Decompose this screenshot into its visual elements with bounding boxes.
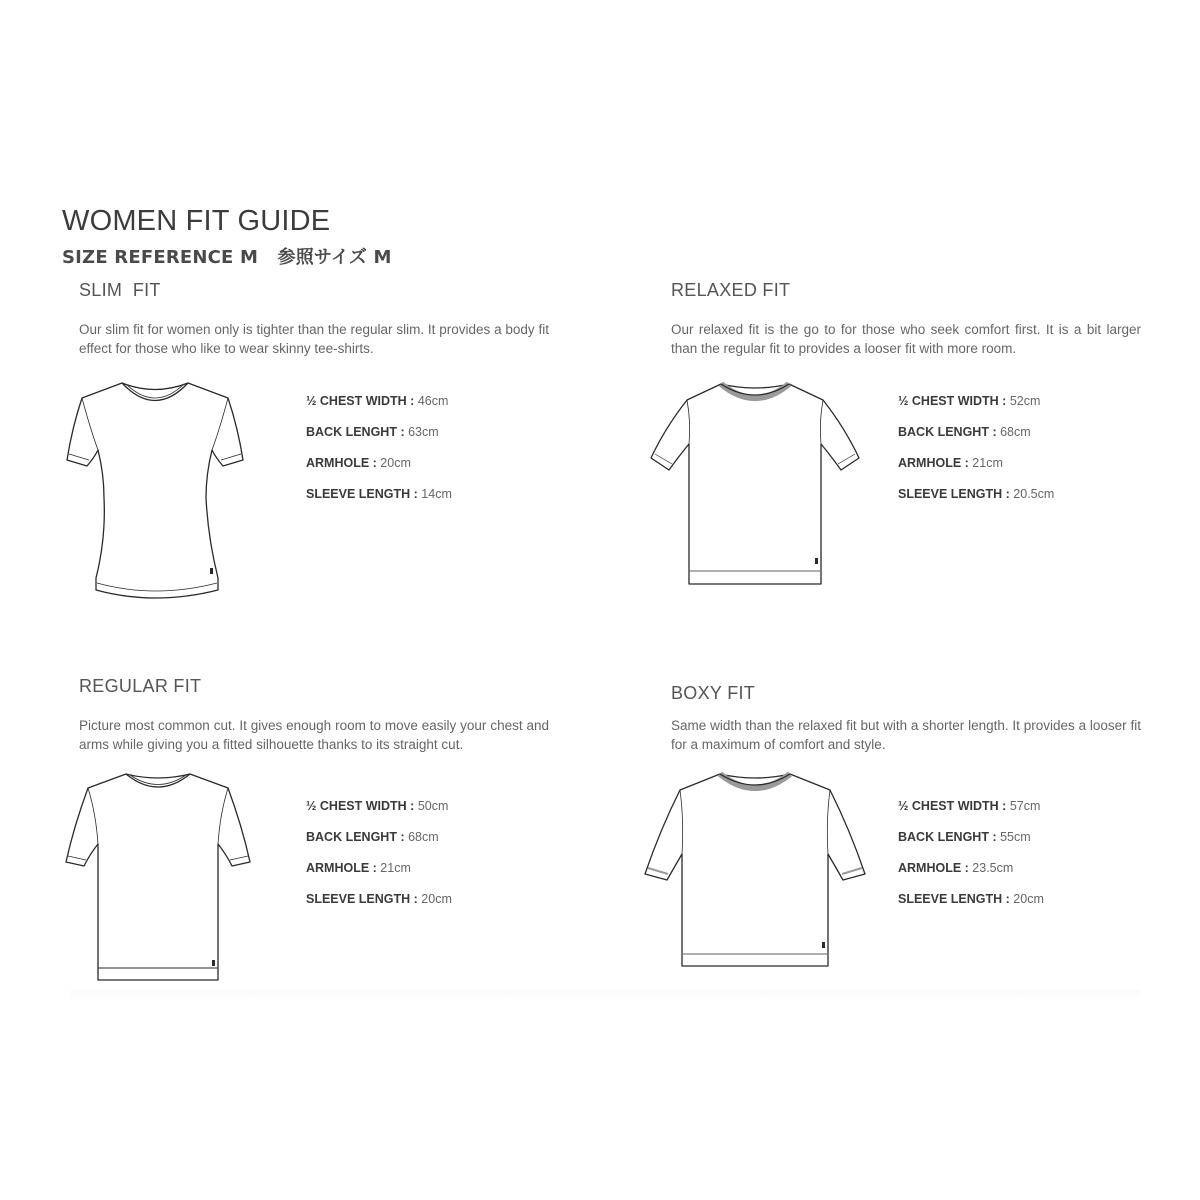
spec-label: SLEEVE LENGTH : [306, 892, 418, 906]
spec-label: ARMHOLE : [306, 861, 377, 875]
spec-back-length [898, 425, 1054, 456]
section-description: Our relaxed fit is the go to for those who seek comfort first. It is a bit larger than the regular fit to provides a looser fit with more room. [671, 322, 1141, 356]
spec-back-length [898, 830, 1044, 861]
spec-value: 52cm [1006, 394, 1041, 408]
spec-armhole [306, 456, 452, 487]
regular-fit-tshirt-icon [60, 770, 256, 988]
spec-value: 20.5cm [1009, 487, 1055, 501]
spec-label: ½ CHEST WIDTH : [898, 799, 1007, 813]
spec-sleeve-length [898, 892, 1044, 923]
spec-value: 21cm [376, 861, 411, 875]
spec-label: ARMHOLE : [898, 456, 969, 470]
spec-value: 20cm [1009, 892, 1044, 906]
boxy-fit-specs [898, 799, 1044, 923]
spec-label: BACK LENGHT : [306, 830, 405, 844]
spec-label: BACK LENGHT : [898, 425, 997, 439]
section-title: BOXY FIT [671, 683, 756, 703]
spec-sleeve-length [306, 487, 452, 518]
spec-armhole [306, 861, 452, 892]
page-subtitle: SIZE REFERENCE M 参照サイズ M [62, 247, 392, 268]
spec-label: SLEEVE LENGTH : [898, 892, 1010, 906]
section-description: Same width than the relaxed fit but with a shorter length. It provides a looser fit for a maximum of comfort and style. [671, 718, 1141, 752]
section-description: Picture most common cut. It gives enough room to move easily your chest and arms while giving you a fitted silhouette thanks to its straight cut. [79, 718, 549, 752]
spec-value: 57cm [1006, 799, 1041, 813]
spec-chest-width [898, 394, 1054, 425]
spec-value: 20cm [417, 892, 452, 906]
spec-value: 63cm [404, 425, 439, 439]
spec-value: 21cm [968, 456, 1003, 470]
spec-label: ARMHOLE : [898, 861, 969, 875]
spec-chest-width [306, 394, 452, 425]
floor-shadow [70, 990, 1140, 1000]
spec-value: 20cm [376, 456, 411, 470]
section-title: RELAXED FIT [671, 280, 791, 300]
spec-value: 46cm [414, 394, 449, 408]
regular-fit-specs [306, 799, 452, 923]
spec-back-length [306, 830, 452, 861]
spec-sleeve-length [306, 892, 452, 923]
spec-value: 14cm [417, 487, 452, 501]
spec-value: 23.5cm [968, 861, 1014, 875]
spec-value: 55cm [996, 830, 1031, 844]
spec-value: 68cm [996, 425, 1031, 439]
spec-label: ½ CHEST WIDTH : [898, 394, 1007, 408]
section-title: REGULAR FIT [79, 676, 202, 696]
spec-armhole [898, 456, 1054, 487]
relaxed-fit-specs [898, 394, 1054, 518]
spec-chest-width [898, 799, 1044, 830]
spec-sleeve-length [898, 487, 1054, 518]
spec-armhole [898, 861, 1044, 892]
spec-label: ARMHOLE : [306, 456, 377, 470]
spec-value: 68cm [404, 830, 439, 844]
spec-label: SLEEVE LENGTH : [306, 487, 418, 501]
spec-label: SLEEVE LENGTH : [898, 487, 1010, 501]
page-title: WOMEN FIT GUIDE [62, 205, 331, 237]
spec-label: ½ CHEST WIDTH : [306, 394, 415, 408]
spec-chest-width [306, 799, 452, 830]
spec-back-length [306, 425, 452, 456]
slim-fit-tshirt-icon [60, 378, 250, 608]
spec-label: BACK LENGHT : [898, 830, 997, 844]
boxy-fit-tshirt-icon [640, 770, 870, 974]
spec-label: BACK LENGHT : [306, 425, 405, 439]
slim-fit-specs [306, 394, 452, 518]
section-title: SLIM FIT [79, 280, 161, 300]
spec-label: ½ CHEST WIDTH : [306, 799, 415, 813]
spec-value: 50cm [414, 799, 449, 813]
relaxed-fit-tshirt-icon [645, 378, 865, 590]
section-description: Our slim fit for women only is tighter than the regular slim. It provides a body fit effect for those who like to wear skinny tee-shirts. [79, 322, 549, 356]
